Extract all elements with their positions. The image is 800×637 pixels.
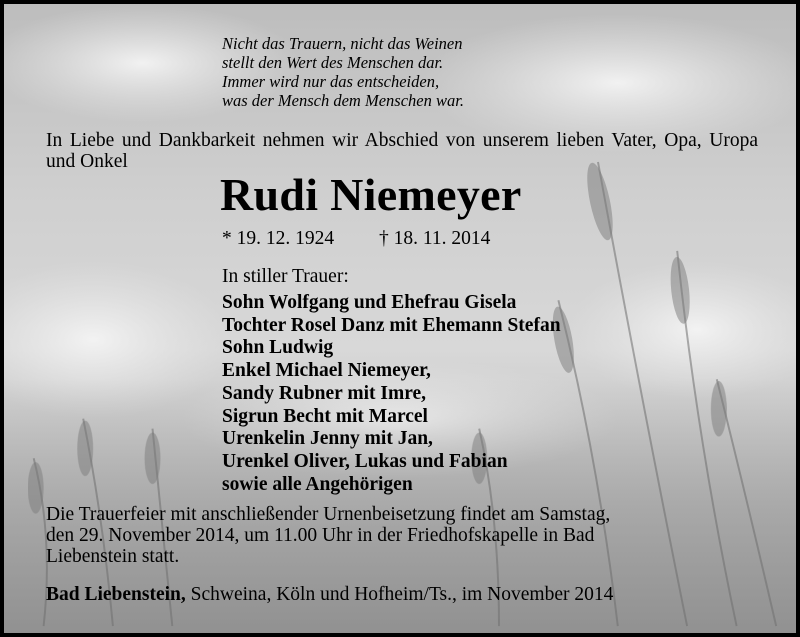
family-line: Sohn Ludwig (222, 337, 334, 359)
family-line: Sohn Wolfgang und Ehefrau Gisela (222, 292, 517, 313)
family-line: Sigrun Becht mit Marcel (222, 405, 428, 427)
family-line: Sandy Rubner mit Imre, (222, 382, 427, 404)
poem-line: Nicht das Trauern, nicht das Weinen (222, 34, 463, 53)
family-line: Tochter Rosel Danz mit Ehemann Stefan (222, 314, 561, 336)
family-line: Enkel Michael Niemeyer, (222, 360, 431, 382)
poem-line: stellt den Wert des Menschen dar. (222, 53, 444, 72)
deceased-name: Rudi Niemeyer (220, 169, 522, 220)
birth-date: * 19. 12. 1924 (222, 228, 335, 249)
service-line: Liebenstein statt. (46, 546, 180, 567)
place-and-date (46, 584, 613, 606)
life-dates (222, 228, 491, 250)
death-date: † 18. 11. 2014 (379, 228, 491, 249)
family-line: sowie alle Angehörigen (222, 473, 413, 495)
service-line: Die Trauerfeier mit anschließender Urnenbeisetzung findet am Samstag, (46, 504, 611, 525)
poem-line: was der Mensch dem Menschen war. (222, 91, 464, 110)
place-bold: Bad Liebenstein, (46, 584, 186, 605)
family-line: Urenkelin Jenny mit Jan, (222, 428, 433, 450)
funeral-service-text (46, 504, 666, 567)
poem (222, 34, 464, 110)
intro-text: In Liebe und Dankbarkeit nehmen wir Abschied von unserem lieben Vater, Opa, Uropa und Onkel (46, 130, 758, 172)
family-list (222, 292, 561, 496)
place-rest: Schweina, Köln und Hofheim/Ts., im November 2014 (185, 584, 614, 605)
mourning-label: In stiller Trauer: (222, 266, 349, 287)
service-line: den 29. November 2014, um 11.00 Uhr in der Friedhofskapelle in Bad (46, 525, 595, 546)
poem-line: Immer wird nur das entscheiden, (222, 72, 440, 91)
family-line: Urenkel Oliver, Lukas und Fabian (222, 450, 508, 472)
